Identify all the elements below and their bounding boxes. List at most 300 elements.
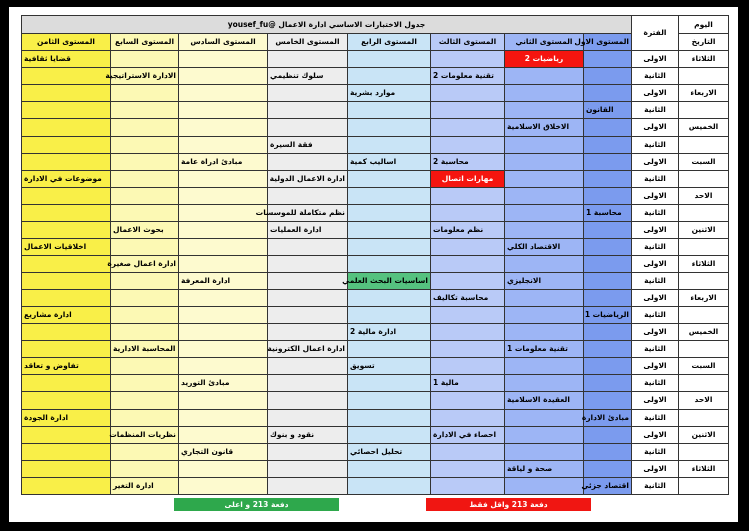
course-cell: موضوعات في الادارة bbox=[22, 170, 111, 187]
day-cell bbox=[679, 68, 729, 85]
period-cell: الاولى bbox=[632, 392, 679, 409]
table-row bbox=[22, 187, 729, 204]
course-cell bbox=[431, 102, 505, 119]
course-cell: الادارة الاستراتيجية bbox=[111, 68, 179, 85]
course-cell: فقة السيرة bbox=[268, 136, 348, 153]
course-cell: نظم متكاملة للموسسات bbox=[268, 204, 348, 221]
legend-red: دفعة 213 واقل فقط bbox=[426, 498, 591, 511]
course-cell bbox=[348, 307, 431, 324]
course-cell bbox=[584, 238, 632, 255]
course-cell bbox=[505, 477, 584, 494]
course-cell: العقيدة الاسلامية bbox=[505, 392, 584, 409]
course-cell bbox=[22, 153, 111, 170]
course-cell bbox=[179, 68, 268, 85]
day-cell bbox=[679, 375, 729, 392]
course-cell bbox=[505, 221, 584, 238]
course-cell bbox=[111, 307, 179, 324]
course-cell bbox=[268, 255, 348, 272]
course-cell: اساسيات البحث العلمي bbox=[348, 273, 431, 290]
course-cell: اقتصاد جزئي bbox=[584, 477, 632, 494]
header-level-4: المستوى الرابع bbox=[348, 34, 431, 51]
course-cell bbox=[22, 443, 111, 460]
course-cell bbox=[111, 460, 179, 477]
day-cell bbox=[679, 170, 729, 187]
course-cell bbox=[348, 68, 431, 85]
course-cell: ادارة المعرفة bbox=[179, 273, 268, 290]
course-cell bbox=[505, 409, 584, 426]
course-cell: ادارة الجودة bbox=[22, 409, 111, 426]
day-cell bbox=[679, 273, 729, 290]
course-cell: ادارة التغير bbox=[111, 477, 179, 494]
table-row bbox=[22, 119, 729, 136]
course-cell bbox=[268, 358, 348, 375]
course-cell bbox=[431, 460, 505, 477]
course-cell bbox=[22, 426, 111, 443]
course-cell: محاسبة تكاليف bbox=[431, 290, 505, 307]
period-cell: الثانية bbox=[632, 341, 679, 358]
period-cell: الاولى bbox=[632, 290, 679, 307]
course-cell bbox=[111, 51, 179, 68]
course-cell bbox=[584, 443, 632, 460]
table-row bbox=[22, 51, 729, 68]
course-cell: ادارة اعمال صغيرة bbox=[111, 255, 179, 272]
period-cell: الاولى bbox=[632, 358, 679, 375]
course-cell bbox=[505, 324, 584, 341]
course-cell: تقنية معلومات 1 bbox=[505, 341, 584, 358]
course-cell: اساليب كمية bbox=[348, 153, 431, 170]
course-cell bbox=[111, 153, 179, 170]
day-cell: الخميس bbox=[679, 324, 729, 341]
exam-schedule-table bbox=[21, 15, 729, 495]
course-cell bbox=[179, 187, 268, 204]
course-cell bbox=[584, 187, 632, 204]
table-row bbox=[22, 375, 729, 392]
course-cell bbox=[179, 170, 268, 187]
course-cell bbox=[179, 358, 268, 375]
course-cell bbox=[431, 238, 505, 255]
course-cell bbox=[584, 375, 632, 392]
legend-green: دفعة 213 و اعلى bbox=[174, 498, 339, 511]
course-cell bbox=[348, 238, 431, 255]
course-cell bbox=[505, 136, 584, 153]
course-cell bbox=[111, 238, 179, 255]
schedule-sheet bbox=[9, 7, 738, 522]
course-cell bbox=[505, 102, 584, 119]
course-cell bbox=[22, 341, 111, 358]
course-cell bbox=[268, 273, 348, 290]
course-cell: محاسبة 1 bbox=[584, 204, 632, 221]
course-cell bbox=[431, 341, 505, 358]
day-cell bbox=[679, 341, 729, 358]
course-cell bbox=[431, 187, 505, 204]
period-cell: الثانية bbox=[632, 136, 679, 153]
course-cell bbox=[268, 187, 348, 204]
course-cell bbox=[431, 358, 505, 375]
period-cell: الثانية bbox=[632, 375, 679, 392]
course-cell bbox=[111, 392, 179, 409]
period-cell: الاولى bbox=[632, 255, 679, 272]
course-cell bbox=[179, 102, 268, 119]
course-cell bbox=[179, 341, 268, 358]
course-cell bbox=[22, 392, 111, 409]
period-cell: الثانية bbox=[632, 273, 679, 290]
course-cell bbox=[268, 119, 348, 136]
course-cell bbox=[111, 102, 179, 119]
schedule-body bbox=[22, 51, 729, 495]
day-cell bbox=[679, 307, 729, 324]
course-cell bbox=[348, 119, 431, 136]
table-row bbox=[22, 409, 729, 426]
course-cell bbox=[431, 477, 505, 494]
course-cell bbox=[111, 324, 179, 341]
course-cell bbox=[348, 255, 431, 272]
course-cell bbox=[584, 460, 632, 477]
course-cell bbox=[584, 341, 632, 358]
course-cell bbox=[431, 443, 505, 460]
header-level-5: المستوى الخامس bbox=[268, 34, 348, 51]
course-cell: بحوث الاعمال bbox=[111, 221, 179, 238]
course-cell bbox=[505, 375, 584, 392]
table-row bbox=[22, 392, 729, 409]
course-cell bbox=[268, 153, 348, 170]
course-cell: ادارة مشاريع bbox=[22, 307, 111, 324]
table-row bbox=[22, 204, 729, 221]
table-row bbox=[22, 460, 729, 477]
period-cell: الاولى bbox=[632, 51, 679, 68]
course-cell: ادارة مالية 2 bbox=[348, 324, 431, 341]
period-cell: الثانية bbox=[632, 238, 679, 255]
course-cell bbox=[111, 85, 179, 102]
course-cell bbox=[111, 187, 179, 204]
course-cell: مبادئ التوريد bbox=[179, 375, 268, 392]
course-cell bbox=[584, 290, 632, 307]
course-cell bbox=[111, 290, 179, 307]
course-cell bbox=[111, 204, 179, 221]
course-cell bbox=[431, 307, 505, 324]
course-cell bbox=[348, 392, 431, 409]
course-cell: مهارات اتصال bbox=[431, 170, 505, 187]
course-cell bbox=[111, 443, 179, 460]
course-cell bbox=[431, 255, 505, 272]
table-row bbox=[22, 307, 729, 324]
course-cell bbox=[179, 426, 268, 443]
day-cell bbox=[679, 238, 729, 255]
period-cell: الاولى bbox=[632, 85, 679, 102]
course-cell bbox=[268, 392, 348, 409]
course-cell bbox=[584, 392, 632, 409]
table-row bbox=[22, 255, 729, 272]
day-cell bbox=[679, 477, 729, 494]
course-cell bbox=[505, 153, 584, 170]
day-cell: الاحد bbox=[679, 392, 729, 409]
course-cell bbox=[22, 324, 111, 341]
day-cell: الثلاثاء bbox=[679, 255, 729, 272]
course-cell bbox=[268, 85, 348, 102]
course-cell bbox=[348, 375, 431, 392]
course-cell bbox=[431, 409, 505, 426]
course-cell: مبادئ ادراة عامة bbox=[179, 153, 268, 170]
day-cell bbox=[679, 136, 729, 153]
day-cell bbox=[679, 204, 729, 221]
course-cell: اخلاقيات الاعمال bbox=[22, 238, 111, 255]
period-cell: الثانية bbox=[632, 307, 679, 324]
day-cell: الاحد bbox=[679, 187, 729, 204]
course-cell bbox=[431, 119, 505, 136]
day-cell: الاربعاء bbox=[679, 85, 729, 102]
course-cell bbox=[22, 460, 111, 477]
period-cell: الثانية bbox=[632, 477, 679, 494]
course-cell: الرياضيات 1 bbox=[584, 307, 632, 324]
period-cell: الثانية bbox=[632, 204, 679, 221]
course-cell bbox=[22, 273, 111, 290]
course-cell bbox=[584, 324, 632, 341]
course-cell: نظم معلومات bbox=[431, 221, 505, 238]
course-cell bbox=[22, 119, 111, 136]
course-cell bbox=[22, 187, 111, 204]
course-cell bbox=[111, 170, 179, 187]
course-cell bbox=[348, 136, 431, 153]
period-cell: الاولى bbox=[632, 153, 679, 170]
table-row bbox=[22, 221, 729, 238]
header-date: التاريخ bbox=[679, 34, 729, 51]
course-cell bbox=[584, 68, 632, 85]
course-cell bbox=[505, 307, 584, 324]
course-cell bbox=[348, 341, 431, 358]
course-cell bbox=[584, 119, 632, 136]
course-cell bbox=[348, 426, 431, 443]
table-row bbox=[22, 170, 729, 187]
course-cell bbox=[584, 358, 632, 375]
course-cell bbox=[584, 221, 632, 238]
course-cell: محاسبة 2 bbox=[431, 153, 505, 170]
course-cell bbox=[268, 443, 348, 460]
course-cell: ادارة العمليات bbox=[268, 221, 348, 238]
period-cell: الثانية bbox=[632, 102, 679, 119]
course-cell bbox=[348, 409, 431, 426]
course-cell bbox=[348, 290, 431, 307]
day-cell bbox=[679, 409, 729, 426]
course-cell: موارد بشرية bbox=[348, 85, 431, 102]
course-cell: قانون التجاري bbox=[179, 443, 268, 460]
course-cell bbox=[22, 221, 111, 238]
period-cell: الاولى bbox=[632, 460, 679, 477]
course-cell bbox=[505, 426, 584, 443]
course-cell bbox=[22, 136, 111, 153]
course-cell bbox=[584, 170, 632, 187]
day-cell: الاثنين bbox=[679, 221, 729, 238]
course-cell: سلوك تنظيمي bbox=[268, 68, 348, 85]
course-cell bbox=[111, 358, 179, 375]
course-cell bbox=[348, 221, 431, 238]
course-cell bbox=[179, 477, 268, 494]
course-cell bbox=[505, 85, 584, 102]
course-cell bbox=[268, 102, 348, 119]
header-level-6: المستوى السادس bbox=[179, 34, 268, 51]
course-cell bbox=[179, 290, 268, 307]
course-cell: رياضيات 2 bbox=[505, 51, 584, 68]
table-row bbox=[22, 290, 729, 307]
period-cell: الثانية bbox=[632, 409, 679, 426]
header-period: الفترة bbox=[632, 16, 679, 51]
period-cell: الاولى bbox=[632, 187, 679, 204]
course-cell bbox=[505, 170, 584, 187]
course-cell bbox=[179, 238, 268, 255]
course-cell: احصاء في الادارة bbox=[431, 426, 505, 443]
course-cell bbox=[179, 136, 268, 153]
course-cell: الاخلاق الاسلامية bbox=[505, 119, 584, 136]
course-cell bbox=[584, 153, 632, 170]
table-row bbox=[22, 477, 729, 494]
course-cell bbox=[268, 290, 348, 307]
day-cell: الثلاثاء bbox=[679, 460, 729, 477]
table-row bbox=[22, 324, 729, 341]
table-row bbox=[22, 443, 729, 460]
course-cell bbox=[22, 477, 111, 494]
day-cell bbox=[679, 443, 729, 460]
course-cell: ادارة اعمال الكترونية bbox=[268, 341, 348, 358]
course-cell: القانون bbox=[584, 102, 632, 119]
course-cell bbox=[584, 273, 632, 290]
day-cell: الثلاثاء bbox=[679, 51, 729, 68]
day-cell: الخميس bbox=[679, 119, 729, 136]
course-cell bbox=[111, 375, 179, 392]
day-cell bbox=[679, 102, 729, 119]
course-cell: مبادئ الادارة bbox=[584, 409, 632, 426]
course-cell: المحاسبة الادارية bbox=[111, 341, 179, 358]
header-level-1: المستوى الاول bbox=[584, 34, 632, 51]
course-cell bbox=[268, 51, 348, 68]
course-cell bbox=[22, 102, 111, 119]
course-cell bbox=[584, 255, 632, 272]
course-cell bbox=[22, 204, 111, 221]
course-cell: ادارة الاعمال الدولية bbox=[268, 170, 348, 187]
course-cell bbox=[505, 187, 584, 204]
course-cell bbox=[348, 102, 431, 119]
course-cell bbox=[505, 358, 584, 375]
course-cell bbox=[268, 324, 348, 341]
table-row bbox=[22, 68, 729, 85]
course-cell bbox=[111, 136, 179, 153]
course-cell bbox=[179, 324, 268, 341]
course-cell: نقود و بنوك bbox=[268, 426, 348, 443]
course-cell bbox=[505, 443, 584, 460]
table-row bbox=[22, 136, 729, 153]
table-row bbox=[22, 273, 729, 290]
table-row bbox=[22, 85, 729, 102]
course-cell bbox=[431, 85, 505, 102]
header-level-8: المستوى الثامن bbox=[22, 34, 111, 51]
table-title: جدول الاختبارات الاساسي ادارة الاعمال @yousef_fu bbox=[22, 16, 632, 34]
period-cell: الثانية bbox=[632, 170, 679, 187]
course-cell bbox=[179, 307, 268, 324]
course-cell bbox=[22, 290, 111, 307]
course-cell bbox=[268, 460, 348, 477]
course-cell bbox=[505, 204, 584, 221]
course-cell bbox=[179, 392, 268, 409]
course-cell bbox=[348, 204, 431, 221]
period-cell: الثانية bbox=[632, 443, 679, 460]
course-cell: تسويق bbox=[348, 358, 431, 375]
day-cell: الاربعاء bbox=[679, 290, 729, 307]
course-cell bbox=[179, 119, 268, 136]
course-cell bbox=[179, 255, 268, 272]
course-cell: الاقتصاد الكلي bbox=[505, 238, 584, 255]
course-cell bbox=[505, 290, 584, 307]
title-row bbox=[22, 16, 729, 34]
course-cell bbox=[179, 409, 268, 426]
table-row bbox=[22, 238, 729, 255]
course-cell bbox=[431, 324, 505, 341]
table-row bbox=[22, 426, 729, 443]
table-row bbox=[22, 358, 729, 375]
course-cell bbox=[268, 238, 348, 255]
period-cell: الاولى bbox=[632, 324, 679, 341]
course-cell bbox=[431, 136, 505, 153]
header-level-7: المستوى السابع bbox=[111, 34, 179, 51]
day-cell: السبت bbox=[679, 153, 729, 170]
course-cell bbox=[179, 204, 268, 221]
course-cell bbox=[348, 170, 431, 187]
course-cell bbox=[111, 119, 179, 136]
course-cell bbox=[584, 426, 632, 443]
course-cell bbox=[348, 51, 431, 68]
course-cell bbox=[179, 460, 268, 477]
header-day: اليوم bbox=[679, 16, 729, 34]
day-cell: السبت bbox=[679, 358, 729, 375]
course-cell: نظريات المنظمات bbox=[111, 426, 179, 443]
course-cell bbox=[22, 255, 111, 272]
course-cell: صحة و لياقة bbox=[505, 460, 584, 477]
period-cell: الاولى bbox=[632, 221, 679, 238]
course-cell bbox=[584, 85, 632, 102]
course-cell bbox=[111, 409, 179, 426]
course-cell: قضايا ثقافية bbox=[22, 51, 111, 68]
course-cell bbox=[505, 68, 584, 85]
period-cell: الثانية bbox=[632, 68, 679, 85]
course-cell bbox=[179, 51, 268, 68]
period-cell: الاولى bbox=[632, 426, 679, 443]
course-cell bbox=[431, 204, 505, 221]
course-cell bbox=[584, 51, 632, 68]
header-row bbox=[22, 34, 729, 51]
course-cell bbox=[179, 85, 268, 102]
course-cell bbox=[22, 85, 111, 102]
course-cell: تقنية معلومات 2 bbox=[431, 68, 505, 85]
header-level-2: المستوى الثاني bbox=[505, 34, 584, 51]
course-cell bbox=[505, 255, 584, 272]
table-row bbox=[22, 153, 729, 170]
course-cell bbox=[348, 477, 431, 494]
course-cell bbox=[268, 409, 348, 426]
course-cell bbox=[268, 307, 348, 324]
course-cell: تفاوض و تعاقد bbox=[22, 358, 111, 375]
course-cell bbox=[111, 273, 179, 290]
course-cell: تحليل احصائي bbox=[348, 443, 431, 460]
course-cell bbox=[179, 221, 268, 238]
period-cell: الاولى bbox=[632, 119, 679, 136]
day-cell: الاثنين bbox=[679, 426, 729, 443]
course-cell bbox=[22, 375, 111, 392]
course-cell: مالية 1 bbox=[431, 375, 505, 392]
course-cell bbox=[348, 460, 431, 477]
course-cell bbox=[431, 51, 505, 68]
course-cell bbox=[268, 477, 348, 494]
course-cell bbox=[431, 273, 505, 290]
course-cell bbox=[348, 187, 431, 204]
course-cell bbox=[22, 68, 111, 85]
course-cell bbox=[431, 392, 505, 409]
course-cell bbox=[584, 136, 632, 153]
